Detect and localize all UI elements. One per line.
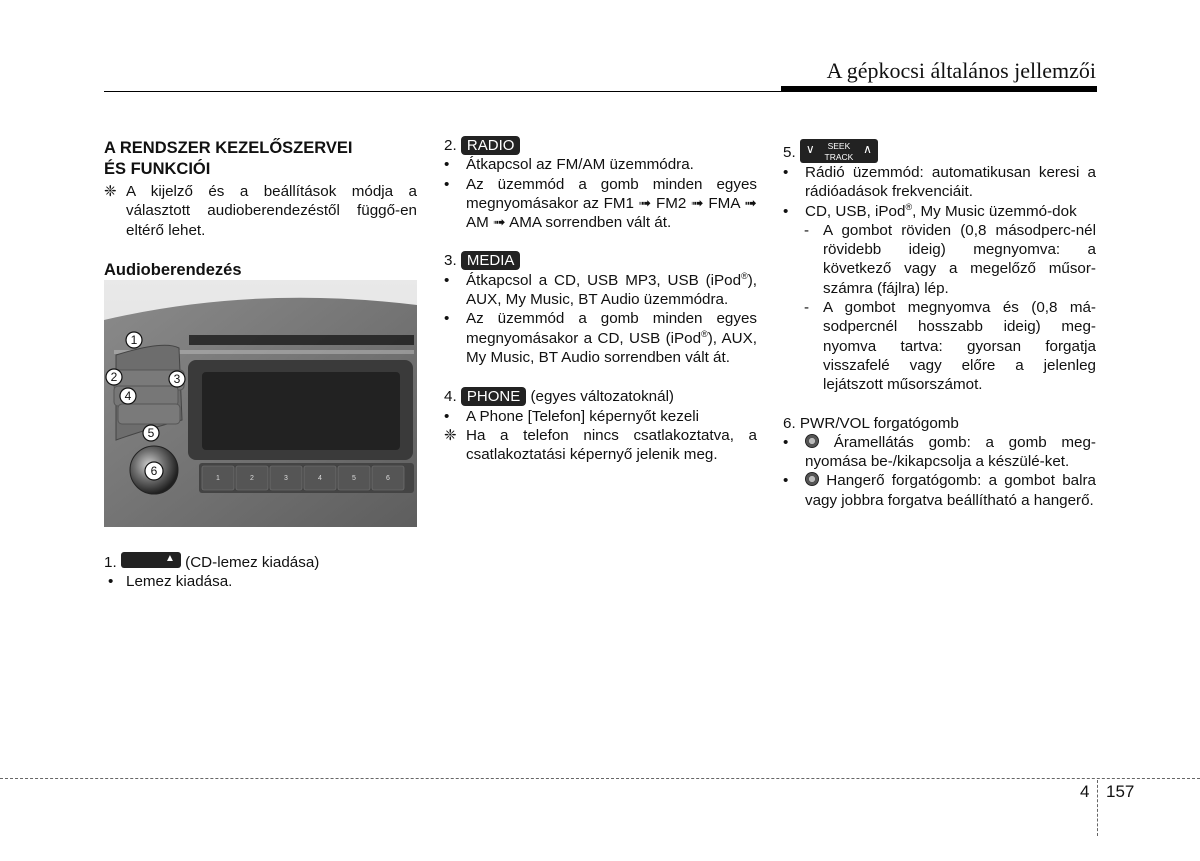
item-6-bullet-2: • Hangerő forgatógomb: a gombot balra vagy jobbra forgatva beállítható a hangerő.: [783, 472, 1096, 509]
chapter-number: 4: [1080, 782, 1090, 801]
item-4-bullet-text: A Phone [Telefon] képernyőt kezeli: [466, 407, 700, 425]
item-5-bullet-1: • Rádió üzemmód: automatikusan keresi a rádióadások frekvenciáit.: [783, 164, 1096, 201]
eject-button-icon: ▲: [121, 552, 181, 568]
audio-unit-figure: [104, 280, 417, 527]
preset-2-label: 2: [250, 475, 254, 482]
volume-knob-icon: [805, 472, 819, 486]
item-1-title: [104, 552, 417, 572]
item-1: [104, 552, 417, 592]
callout-2: 2: [110, 370, 118, 384]
preset-5-label: 5: [352, 475, 356, 482]
section-heading-line2: ÉS FUNKCIÓI: [104, 160, 211, 178]
subheading-audio: Audioberendezés: [104, 260, 242, 279]
item-1-bullet-text: Lemez kiadása.: [126, 573, 233, 591]
item-5-dash-1-text: A gombot röviden (0,8 másodperc-nél rövidebb ideig) megnyomva: a következő vagy a megelőző műsor-számra (fájlra) lép.: [823, 221, 1096, 297]
preset-1-label: 1: [216, 475, 220, 482]
callout-6: 6: [150, 464, 158, 478]
preset-4-label: 4: [318, 475, 322, 482]
footer-divider: [1097, 780, 1098, 836]
item-5-title: [783, 139, 1096, 163]
item-3-bullet-2-text: Az üzemmód a gomb minden egyes megnyomásakor a CD, USB (iPod®), AUX, My Music, BT Audio sorrendben vált át.: [466, 310, 758, 366]
item-4-number: 4.: [444, 388, 457, 406]
item-1-label: (CD-lemez kiadása): [185, 554, 320, 571]
item-4-title: [444, 387, 757, 406]
item-2-bullet-1: • Átkapcsol az FM/AM üzemmódra.: [444, 155, 757, 174]
section-heading-line1: A RENDSZER KEZELŐSZERVEI: [104, 139, 353, 157]
item-4-bullet: • A Phone [Telefon] képernyőt kezeli: [444, 407, 757, 426]
running-header-title: A gépkocsi általános jellemzői: [826, 58, 1096, 83]
item-4-note-text: Ha a telefon nincs csatlakoztatva, a csatlakoztatási képernyő jelenik meg.: [466, 426, 757, 464]
item-6-title: 6. PWR/VOL forgatógomb: [783, 414, 959, 432]
item-1-number: 1.: [104, 554, 117, 571]
item-2-title: [444, 136, 757, 155]
item-6-bullet-1-text: Áramellátás gomb: a gomb meg-nyomása be-/kikapcsolja a készülé-ket.: [805, 433, 1096, 471]
item-6-bullet-1: • Áramellátás gomb: a gomb meg-nyomása be-/kikapcsolja a készülé-ket.: [783, 433, 1096, 471]
radio-button-icon: RADIO: [461, 136, 521, 155]
note: [104, 182, 417, 240]
item-5-bullet-1-text: Rádió üzemmód: automatikusan keresi a rádióadások frekvenciáit.: [805, 164, 1096, 201]
item-3-bullet-2: • Az üzemmód a gomb minden egyes megnyomásakor a CD, USB (iPod®), AUX, My Music, BT Audio sorrendben vált át.: [444, 310, 758, 366]
item-1-bullet: • Lemez kiadása.: [104, 572, 417, 591]
item-5-bullet-2-text: CD, USB, iPod®, My Music üzemmó-dok: [805, 201, 1077, 220]
column-3: [783, 139, 1096, 510]
item-2-number: 2.: [444, 137, 457, 154]
item-5-dash-2-text: A gombot megnyomva és (0,8 má-sodpercnél hosszabb ideig) meg-nyomva tartva: gyorsan forgatja visszafelé vagy előre a jelenleg lejátszott műsorszámot.: [823, 299, 1096, 394]
item-3-bullet-1-text: Átkapcsol a CD, USB MP3, USB (iPod®), AUX, My Music, BT Audio üzemmódra.: [466, 270, 757, 309]
item-2-bullet-2: • Az üzemmód a gomb minden egyes megnyomásakor az FM1 ➟ FM2 ➟ FMA ➟ AM ➟ AMA sorrendben vált át.: [444, 175, 757, 232]
section-heading: [104, 138, 417, 180]
item-3-bullet-1: • Átkapcsol a CD, USB MP3, USB (iPod®), AUX, My Music, BT Audio üzemmódra.: [444, 270, 757, 309]
item-5-dash-2: - A gombot megnyomva és (0,8 má-sodpercnél hosszabb ideig) meg-nyomva tartva: gyorsan forgatja visszafelé vagy előre a jelenleg lejátszott műsorszámot.: [804, 299, 1096, 394]
item-6-bullet-2-text: Hangerő forgatógomb: a gombot balra vagy jobbra forgatva beállítható a hangerő.: [805, 472, 1096, 509]
callout-3: 3: [173, 372, 181, 386]
footer-rule: [0, 778, 1200, 779]
media-button-icon: MEDIA: [461, 251, 521, 270]
item-3-number: 3.: [444, 252, 457, 270]
item-5-bullet-2: • CD, USB, iPod®, My Music üzemmó-dok: [783, 202, 1096, 221]
page-number: 157: [1106, 782, 1135, 801]
phone-button-icon: PHONE: [461, 387, 526, 406]
item-4-suffix: (egyes változatoknál): [530, 388, 674, 406]
callout-4: 4: [124, 389, 132, 403]
power-knob-icon: [805, 434, 819, 448]
preset-3-label: 3: [284, 475, 288, 482]
note-mark-icon: ❈: [104, 183, 117, 200]
seek-track-button-icon: ∨ SEEK TRACK ∧: [800, 139, 878, 163]
item-5-number: 5.: [783, 144, 796, 161]
item-5-dash-1: - A gombot röviden (0,8 másodperc-nél rövidebb ideig) megnyomva: a következő vagy a megelőző műsor-számra (fájlra) lép.: [804, 221, 1096, 297]
callout-5: 5: [147, 426, 155, 440]
item-2-bullet-2-text: Az üzemmód a gomb minden egyes megnyomásakor az FM1 ➟ FM2 ➟ FMA ➟ AM ➟ AMA sorrendben vált át.: [466, 175, 757, 232]
item-4-note: [444, 426, 757, 465]
column-2: [444, 136, 757, 464]
callout-1: 1: [130, 333, 138, 347]
item-3-title: [444, 251, 757, 270]
column-1: [104, 138, 417, 281]
preset-6-label: 6: [386, 475, 390, 482]
item-2-bullet-1-text: Átkapcsol az FM/AM üzemmódra.: [466, 156, 694, 174]
note-text: A kijelző és a beállítások módja a választott audioberendezéstől függő-en eltérő lehet.: [126, 183, 417, 239]
header-rule: [104, 91, 1096, 92]
note-mark-icon: ❈: [444, 426, 457, 444]
